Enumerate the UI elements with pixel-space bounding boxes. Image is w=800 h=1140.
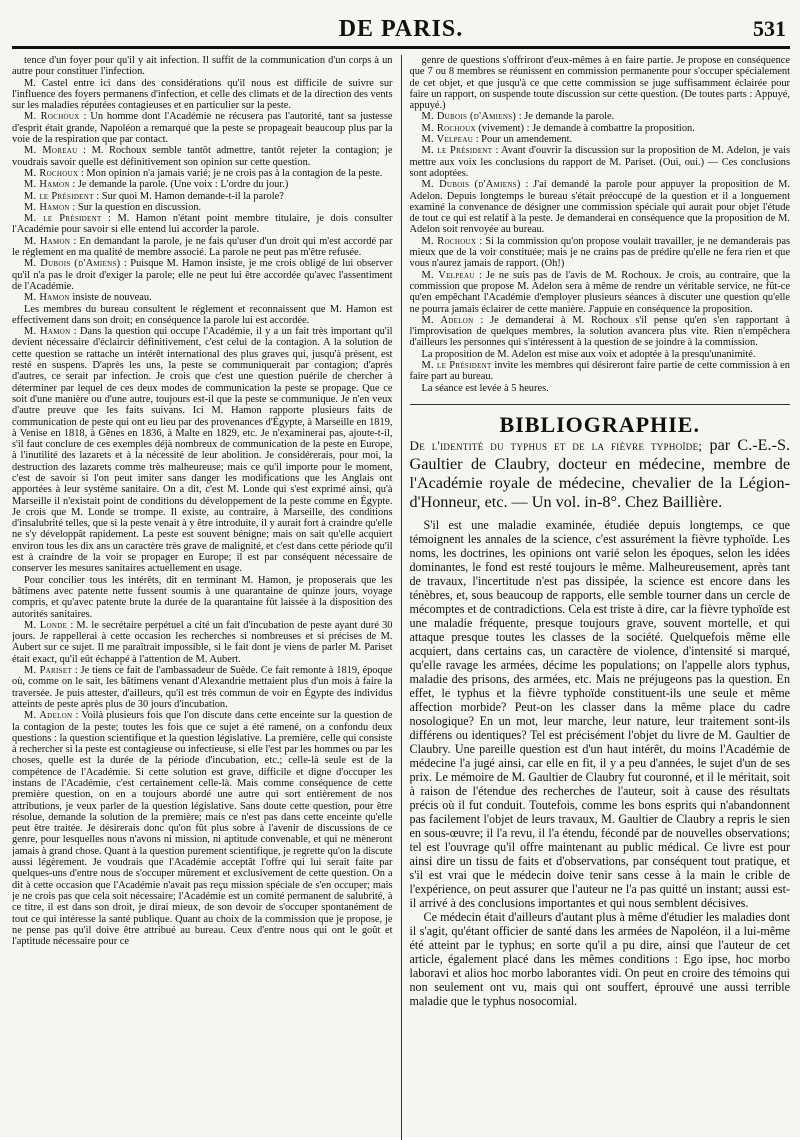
paragraph-text: : M. Hamon n'étant point membre titulaire, je dois consulter l'Académie pour savoir si elle entend lui accorder la parole.: [12, 213, 393, 236]
speaker-name: M. Adelon: [24, 710, 73, 722]
paragraph: [12, 575, 393, 620]
paragraph: [12, 191, 393, 202]
speaker-name: M. Hamon: [24, 326, 71, 338]
speaker-name: M. le Président: [24, 190, 94, 202]
paragraph-text: : Pour un amendement.: [473, 134, 573, 146]
paragraph-text: : Si la commission qu'on propose voulait travailler, je ne demanderais pas mieux que de la voir constituée; mais je ne crains pas de prédire qu'elle ne fera rien et que vous n'aurez jamais de rapport. (Oh!): [409, 235, 790, 270]
paragraph-text: : Un homme dont l'Académie ne récusera pas l'autorité, tant sa justesse d'esprit était grande, Napoléon a remarqué que la peste se propageait beaucoup plus par la voie de la respiration que par contact.: [12, 111, 393, 146]
paragraph: [12, 665, 393, 710]
speaker-name: M. Dubois (d'Amiens): [421, 111, 517, 123]
paragraph-text: : J'ai demandé la parole pour appuyer la proposition de M. Adelon. Depuis longtemps le bureau s'était préoccupé de la question et il a longuement examiné la convenance de désigner une commission spéciale qui aurait pour objet l'étude de tout ce qui est relatif à la peste. Je demanderai en conséquence que la proposition de M. Adelon soit renvoyée au bureau.: [409, 179, 790, 236]
speaker-name: M. Hamon: [24, 235, 71, 247]
paragraph: [410, 360, 791, 383]
paragraph-text: : Mon opinion n'a jamais varié; je ne crois pas à la contagion de la peste.: [78, 167, 383, 179]
speaker-name: M. Hamon: [24, 201, 70, 213]
paragraph-text: insiste de nouveau.: [69, 292, 152, 304]
paragraph: [410, 179, 791, 235]
paragraph: [12, 236, 393, 259]
paragraph-text: : M. le secrétaire perpétuel a cité un fait d'incubation de peste ayant duré 30 jours. Je rappellerai à cette occasion les recherches si nombreuses et si précises de M. Aubert sur ce sujet. Il me paraîtrait impossible, si le fait dont je viens de parler M. Pariset était exact, qu'il eût échappé à l'attention de M. Aubert.: [12, 619, 393, 665]
paragraph-text: La séance est levée à 5 heures.: [421, 382, 549, 394]
paragraph-text: : Je demande la parole. (Une voix : L'ordre du jour.): [69, 179, 289, 191]
paragraph-text: : Je demande la parole.: [516, 111, 615, 123]
speaker-name: M. Rochoux: [24, 111, 80, 123]
speaker-name: M. Rochoux: [421, 122, 476, 134]
paragraph: [12, 304, 393, 327]
book-reference: [410, 436, 791, 512]
paragraph-text: genre de questions s'offriront d'eux-mêmes à en faire partie. Je propose en conséquence que 7 ou 8 membres se réunissent en commission permanente pour s'occuper spécialement de cet objet, et que jusqu'à ce que cette commission se juge suffisamment éclairée pour faire un rapport, on suspende toute discussion sur cette question. (De toutes parts : Appuyé, appuyé.): [409, 55, 790, 112]
paragraph-text: : Sur quoi M. Hamon demande-t-il la parole?: [93, 190, 284, 202]
paragraph: [12, 179, 393, 190]
paragraph: [410, 236, 791, 270]
speaker-name: M. Rochoux: [24, 167, 79, 179]
bibliography-heading: BIBLIOGRAPHIE.: [499, 411, 700, 437]
speaker-name: M. Londe: [24, 619, 68, 631]
left-column: [12, 55, 402, 1140]
paragraph: [12, 55, 393, 78]
paragraph-text: : Sur la question en discussion.: [69, 201, 202, 213]
page-number: 531: [753, 16, 786, 41]
book-author-and-publisher: par C.-E.-S. Gaultier de Claubry, docteur en médecine, membre de l'Académie royale de médecine, chevalier de la Légion-d'Honneur, etc. — Un vol. in-8°. Chez Baillière.: [409, 436, 790, 512]
paragraph: [12, 111, 393, 145]
paragraph-text: : En demandant la parole, je ne fais qu'user d'un droit qui m'est accordé par le réglement en ma qualité de membre associé. La parole ne peut pas m'être refusée.: [12, 235, 393, 259]
paragraph: [410, 55, 791, 111]
speaker-name: M. Dubois (d'Amiens): [421, 179, 521, 191]
paragraph-text: tence d'un foyer pour qu'il y ait infection. Il suffit de la communication d'un corps à un autre pour constituer l'infection.: [12, 55, 393, 78]
paragraph: [12, 213, 393, 236]
paragraph: [410, 123, 791, 134]
paragraph: [410, 315, 791, 349]
speaker-name: M. Hamon: [24, 179, 70, 191]
paragraph-text: : Voilà plusieurs fois que l'on discute dans cette enceinte sur la question de la contagion de la peste; toutes les fois que ce sujet a été ramené, on a confondu deux questions : la question scientifique et la question législative. La première, celle qui consiste à rechercher si la peste est contagieuse ou infectieuse, si elle l'est par les hommes ou par les choses, quelle est la durée de la période d'incubation, etc.; celle-là seule est de la compétence de l'Académie. Si cette solution est grave, difficile et digne d'occuper les instans de l'Académie, c'est certainement celle-là. Mais comme conséquence de cette première question, on en a toujours abordé une autre qui sort entièrement de nos attributions, je veux parler de la question législative. Sans doute cette question, pour être résolue, demande la solution de la première; mais ce n'est pas dans cette enceinte qu'elle peut être traitée. Je désirerais donc qu'on fût plus sobre à l'avenir de discussions de ce genre, pour lesquelles nous n'avons ni mission, ni aptitude convenable, et qui ne mèneront jamais à grand chose. Quant à la question purement scientifique, je regrette qu'on la discute aussi légèrement. Je voudrais que l'Académie acceptât l'offre qui lui serait faite par quelques-uns d'entre nous de s'occuper mûrement et exclusivement de cette question. On a dit à cette occasion que l'Académie n'avait pas reçu mission spéciale de s'en occuper; mais je ne crois pas que cela soit nécessaire; l'Académie est un comité permanent de salubrité, à ce titre, il est dans son droit, je dirai mieux, de son devoir de s'occuper spontanément de tout ce qui intéresse la santé publique. Quant au choix de la commission que je propose, je ne pense pas qu'il doive être attribué au bureau. Ceux d'entre nous qui ont le goût et l'aptitude nécessaire pour ce: [12, 710, 393, 948]
speaker-name: M. le Président: [421, 360, 492, 372]
speaker-name: M. Adelon: [421, 314, 474, 326]
paragraph: [12, 258, 393, 292]
review-paragraph: Ce médecin était d'ailleurs d'autant plus à même d'étudier les maladies dont il s'agit, qu'étant officier de santé dans les armées de Napoléon, il a lui-même été atteint par le typhus; en sorte qu'il a pu dire, ainsi que l'auteur de cet article, également placé dans les mêmes conditions : Ego ipse, hoc morbo laboravi et alios hoc morbo laborantes vidi. On peut en croire des témoins qui non seulement ont vu, mais qui ont souffert, éprouvé une aussi terrible maladie que le typhus nosocomial.: [409, 910, 790, 1009]
paragraph: [12, 620, 393, 665]
speaker-name: M. le Président: [421, 145, 493, 157]
paragraph-text: La proposition de M. Adelon est mise aux voix et adoptée à la presqu'unanimité.: [421, 348, 756, 360]
paragraph-text: : Puisque M. Hamon insiste, je me crois obligé de lui observer qu'il n'a pas le droit d'exiger la parole; elle ne peut lui être accordée qu'avec l'assentiment de l'Académie.: [12, 258, 393, 292]
paragraph: [12, 202, 393, 213]
paragraph: [410, 383, 791, 394]
paragraph-text: Pour concilier tous les intérêts, dit en terminant M. Hamon, je proposerais que les bâtimens avec patente nette fussent soumis à une quarantaine de quinze jours, voyage compris, et qu'avec patente brute la durée de la quarantaine fût laissée à la disposition des autorités sanitaires.: [12, 574, 393, 620]
speaker-name: M. Rochoux: [421, 235, 477, 247]
paragraph: [12, 145, 393, 168]
columns: [12, 55, 790, 1140]
paragraph: [410, 349, 791, 360]
review-body: [410, 518, 791, 1008]
masthead-title: DE PARIS.: [338, 16, 464, 42]
paragraph-text: : Dans la question qui occupe l'Académie, il y a un fait très important qu'il devient nécessaire d'éclaircir définitivement, c'est celui de la contagion. A la solution de cette question se rattache un intérêt international des plus graves qui, jusqu'à présent, est resté en suspens. D'après les uns, la peste se communiquerait par contagion; d'après d'autres, ce serait par infection. Je crois que c'est une question puérile de chercher à déterminer par lequel de ces deux modes de communication la peste se propage. Que ce soit d'une manière ou d'une autre, toujours est-il que la peste se communique. Je n'en veux d'autre preuve que les faits suivans. Ici M. Hamon rapporte plusieurs faits de communication de peste qui ont eu lieu par des provenances d'Égypte, à Marseille en 1819, à Venise en 1818, à Gênes en 1836, à Malte en 1829, etc. Je n'examinerai pas, ajoute-t-il, s'il faut conclure de ces exemples déjà nombreux de communication de la peste en Europe, à l'inutilité des lazarets et à la nécessité de leur abolition. Je considérerais, pour moi, la destruction des lazarets comme très malheureuse; mais ce qu'il importe pour le moment, c'est de savoir si l'on peut imiter sans danger les modifications que les Anglais ont apportées à leur système sanitaire. On a dit, c'est M. Londe qui s'est exprimé ainsi, qu'à Marseille il n'existait point de conditions du développement de la peste comme en Égypte. Je crois que M. Londe se trompe. Il existe, au contraire, à Marseille, des conditions d'insalubrité telles, que si la peste venait à y être introduite, il y aurait fort à craindre qu'elle ne s'y développât rapidement. La peste est souvent bénigne; mais on sait qu'elle acquiert environ tous les dix ans un caractère très grave de malignité, et c'est dans cette période qu'il est à craindre de la voir se propager en Europe; il est par conséquent nécessaire de conserver les mesures sanitaires actuellement en usage.: [12, 326, 393, 575]
paragraph-text: invite les membres qui désireront faire partie de cette commission à en faire part au bureau.: [409, 360, 790, 383]
paragraph: [410, 134, 791, 145]
paragraph-text: Les membres du bureau consultent le réglement et reconnaissent que M. Hamon est effectivement dans son droit; en conséquence la parole lui est accordée.: [12, 303, 393, 326]
paragraph: [410, 111, 791, 122]
paragraph-text: : Je tiens ce fait de l'ambassadeur de Suède. Ce fait remonte à 1819, époque où, comme on le sait, les bâtimens venant d'Alexandrie mettaient plus d'un mois à faire la traversée. Je puis attester, d'ailleurs, qu'il est très commun de voir en Égypte des individus atteints de peste après plus de 30 jours d'incubation.: [12, 665, 393, 710]
paragraph: [410, 145, 791, 179]
speaker-name: M. Pariset: [24, 665, 72, 677]
speaker-name: M. Moreau: [24, 145, 78, 157]
speaker-name: M. Hamon: [24, 292, 70, 304]
paragraph: [12, 326, 393, 575]
speaker-name: M. Velpeau: [421, 134, 474, 146]
book-title: De l'identité du typhus et de la fièvre typhoïde;: [409, 438, 703, 454]
speaker-name: M. Velpeau: [421, 269, 475, 281]
masthead: [12, 10, 790, 49]
paragraph-text: : Avant d'ouvrir la discussion sur la proposition de M. Adelon, je vais mettre aux voix les conclusions du rapport de M. Pariset. (Oui, oui.) — Ces conclusions sont adoptées.: [409, 145, 790, 179]
speaker-name: M. Dubois (d'Amiens): [24, 258, 121, 270]
speaker-name: M. le Président: [24, 213, 102, 225]
review-paragraph: S'il est une maladie examinée, étudiée depuis longtemps, ce que témoignent les annales de la science, c'est assurément la fièvre typhoïde. Les noms, les doctrines, les opinions ont varié selon les époques, selon les idées dominantes, le fond est resté toujours le même. Malheureusement, après tant de travaux, l'incertitude n'est pas dissipée, la science est encore dans les ténèbres, et, sous beaucoup de rapports, elle semble tourner dans un cercle de mécomptes et de contradictions. Cela est triste à dire, car la fièvre typhoïde est une maladie fréquente, presque toujours grave, souvent mortelle, et qui attaque presque toutes les classes de la société. Quelquefois même elle acquiert, dans certains cas, un caractère de violence, d'intensité si marqué, qu'elle ravage les armées, décime les populations; on l'appelle alors typhus, maladie des prisons, des armées, etc. Mais ne préjugeons pas la question. En effet, le typhus et la fièvre typhoïde constituent-ils une seule et même affection morbide? Peut-on les classer dans la même place du cadre nosologique? En un mot, leur marche, leur nature, leur traitement sont-ils différens ou identiques? Tel est précisément l'objet du livre de M. Gaultier de Claubry. Une pareille question est d'un haut intérêt, du moins l'Académie de médecine l'a jugé ainsi, car elle en fit, il y a peu d'années, le sujet d'un de ses prix. Le mémoire de M. Gaultier de Claubry fut couronné, et il le méritait, soit à raison de l'étendue des recherches de l'auteur, soit à cause des résultats précis où il fut conduit. Toutefois, comme les bons esprits qui n'abandonnent pas facilement l'objet de leurs travaux, M. Gaultier de Claubry a repris le sien en sous-œuvre; il l'a revu, il l'a étendu, fécondé par de nouvelles observations; tel est l'ouvrage qu'il offre maintenant au public médical. Ce livre est pour ainsi dire un tissu de faits et d'observations, par conséquent tout pratique, et s'il est vrai que le médecin doive tenir sans cesse à la main le crible de l'expérience, on peut assurer que l'auteur ne l'a pas quitté un instant; aussi est-il arrivé à des conclusions importantes et qui nous semblent décisives.: [409, 518, 790, 911]
section-divider: [410, 404, 791, 405]
paragraph-text: : Je demanderai à M. Rochoux s'il pense qu'en s'en rapportant à l'improvisation de quelques membres, la solution avancera plus vite. Rien n'empêchera d'ailleurs les personnes qui s'intéressent à la question de se joindre à la commission.: [409, 314, 790, 349]
paragraph: [410, 270, 791, 315]
paragraph-text: (vivement) : Je demande à combattre la proposition.: [475, 122, 695, 134]
paragraph: [12, 78, 393, 112]
paragraph: [12, 710, 393, 947]
paragraph-text: : Je ne suis pas de l'avis de M. Rochoux. Je crois, au contraire, que la commission que propose M. Adelon sera à même de rendre un véritable service, ne fût-ce qu'en empêchant l'Académie d'employer plusieurs séances à discuter une question qu'elle ne pourra jamais éclairer de cette manière. J'appuie en conséquence la proposition.: [409, 269, 790, 315]
paragraph-text: M. Castel entre ici dans des considérations qu'il nous est difficile de suivre sur l'influence des foyers permanens d'infection, et celle des climats et de la direction des vents sur les maladies réputées contagieuses et en particulier sur la peste.: [12, 77, 393, 112]
right-column: [410, 55, 791, 1140]
paragraph: [12, 168, 393, 179]
session-report-continued: [410, 55, 791, 394]
paragraph: [12, 292, 393, 303]
paragraph-text: : M. Rochoux semble tantôt admettre, tantôt rejeter la contagion; je voudrais savoir quelle est définitivement son opinion sur cette question.: [12, 145, 393, 168]
